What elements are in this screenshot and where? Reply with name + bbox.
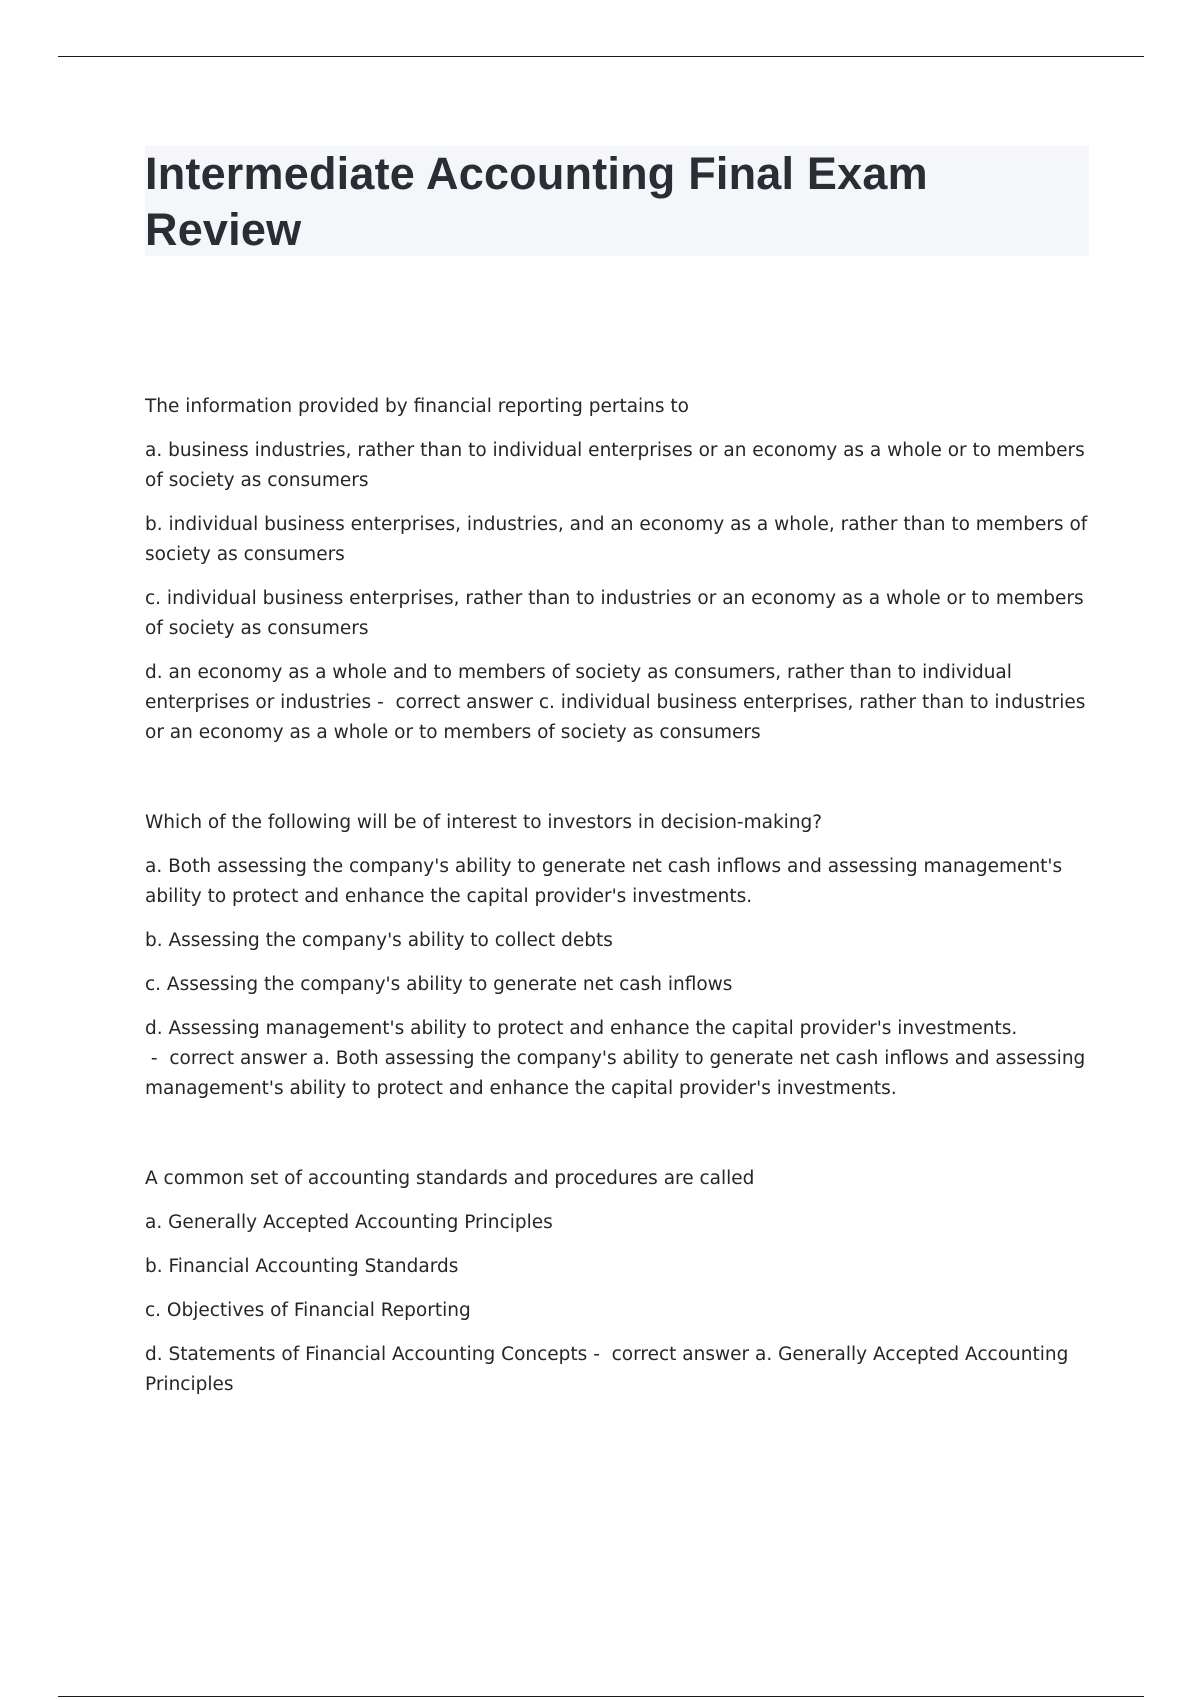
option-d: d. Statements of Financial Accounting Concepts: [145, 1344, 588, 1365]
correct-answer: correct answer a. Both assessing the company's ability to generate net cash inflows and assessing management's ability to protect and enhance the capital provider's investments.: [145, 1048, 1086, 1099]
footer-rule: [58, 1696, 1144, 1697]
option-c: c. Objectives of Financial Reporting: [145, 1300, 471, 1321]
option-d-with-answer: [145, 1014, 1095, 1104]
question-prompt: A common set of accounting standards and procedures are called: [145, 1168, 755, 1189]
option-d-with-answer: [145, 1340, 1095, 1400]
option-c: c. individual business enterprises, rather than to industries or an economy as a whole or to members of society as consumers: [145, 588, 1084, 639]
question-list: [145, 392, 1095, 1460]
option-a: a. Both assessing the company's ability to generate net cash inflows and assessing management's ability to protect and enhance the capital provider's investments.: [145, 856, 1063, 907]
correct-answer: correct answer c. individual business enterprises, rather than to industries or an economy as a whole or to members of society as consumers: [145, 692, 1086, 743]
answer-separator: -: [145, 1048, 170, 1069]
option-b: b. Financial Accounting Standards: [145, 1256, 459, 1277]
option-d: d. an economy as a whole and to members of society as consumers, rather than to individual enterprises or industries: [145, 662, 1012, 713]
page-title: Intermediate Accounting Final Exam Review: [145, 148, 928, 255]
option-b: b. Assessing the company's ability to collect debts: [145, 930, 613, 951]
option-c: c. Assessing the company's ability to generate net cash inflows: [145, 974, 733, 995]
question-3: [145, 1164, 1095, 1400]
correct-answer: correct answer a. Generally Accepted Accounting Principles: [145, 1344, 1069, 1395]
answer-separator: -: [371, 692, 396, 713]
question-1: [145, 392, 1095, 748]
header-rule: [58, 56, 1144, 57]
title-box: [145, 146, 1089, 256]
option-d: d. Assessing management's ability to protect and enhance the capital provider's investments.: [145, 1018, 1018, 1039]
question-prompt: Which of the following will be of interest to investors in decision-making?: [145, 812, 823, 833]
answer-separator: -: [587, 1344, 612, 1365]
option-a: a. Generally Accepted Accounting Principles: [145, 1212, 553, 1233]
option-d-with-answer: [145, 658, 1095, 748]
question-prompt: The information provided by financial reporting pertains to: [145, 396, 689, 417]
option-a: a. business industries, rather than to individual enterprises or an economy as a whole or to members of society as consumers: [145, 440, 1085, 491]
question-2: [145, 808, 1095, 1104]
option-b: b. individual business enterprises, industries, and an economy as a whole, rather than to members of society as consumers: [145, 514, 1088, 565]
